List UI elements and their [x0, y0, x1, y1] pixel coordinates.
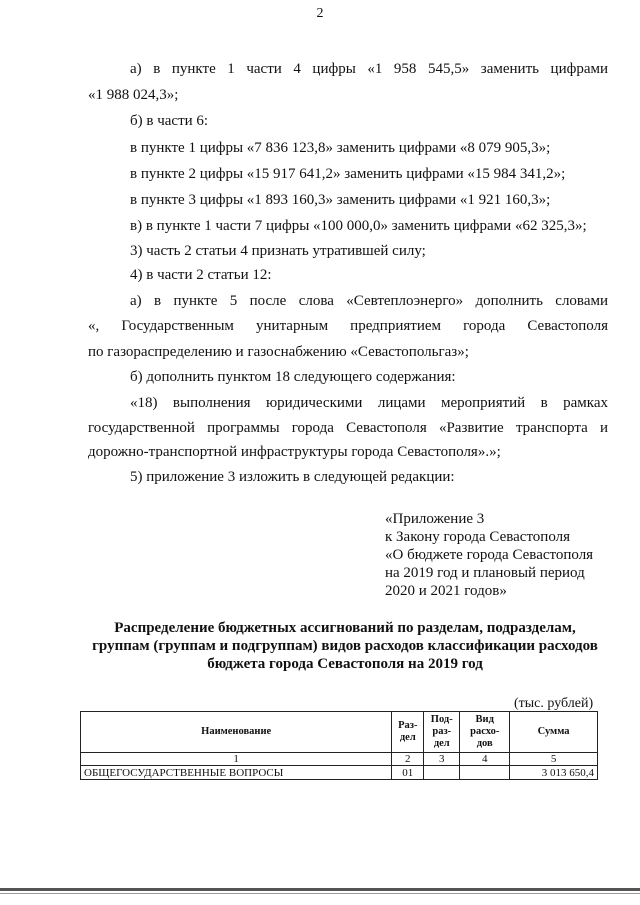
header-podrazdel: Под- раз- дел — [424, 712, 460, 753]
appendix-line: «О бюджете города Севастополя — [385, 547, 594, 563]
scan-edge — [0, 888, 640, 891]
appendix-line: 2020 и 2021 годов» — [385, 583, 507, 599]
appendix-reference — [385, 510, 593, 600]
header-summa: Сумма — [510, 712, 598, 753]
row-vid — [460, 766, 510, 780]
scan-edge — [0, 893, 640, 894]
column-number: 3 — [424, 753, 460, 766]
text-line: государственной программы города Севастополя «Развитие транспорта и — [88, 420, 608, 436]
text-line: «18) выполнения юридическими лицами мероприятий в рамках — [130, 395, 608, 411]
row-razdel: 01 — [392, 766, 424, 780]
row-sum: 3 013 650,4 — [510, 766, 598, 780]
text-line: по газораспределению и газоснабжению «Севастопольгаз»; — [88, 344, 469, 360]
row-name: ОБЩЕГОСУДАРСТВЕННЫЕ ВОПРОСЫ — [81, 766, 392, 780]
column-number: 4 — [460, 753, 510, 766]
appendix-line: к Закону города Севастополя — [385, 529, 571, 545]
text-line: в пункте 2 цифры «15 917 641,2» заменить цифрами «15 984 341,2»; — [130, 166, 566, 182]
heading-line: группам (группам и подгруппам) видов расходов классификации расходов — [92, 638, 598, 654]
text-line: в пункте 3 цифры «1 893 160,3» заменить цифрами «1 921 160,3»; — [130, 192, 551, 208]
heading-line: Распределение бюджетных ассигнований по разделам, подразделам, — [114, 620, 576, 636]
header-razdel: Раз- дел — [392, 712, 424, 753]
text-line: а) в пункте 1 части 4 цифры «1 958 545,5» заменить цифрами — [130, 61, 608, 77]
column-number: 2 — [392, 753, 424, 766]
page-number: 2 — [316, 6, 324, 21]
header-vid-raskhodov: Вид расхо- дов — [460, 712, 510, 753]
column-number-row — [81, 753, 598, 766]
header-name: Наименование — [81, 712, 392, 753]
section-heading — [80, 619, 610, 673]
table-row — [81, 766, 598, 780]
text-line: дорожно-транспортной инфраструктуры города Севастополя».»; — [88, 444, 501, 460]
heading-line: бюджета города Севастополя на 2019 год — [207, 656, 483, 672]
budget-table — [80, 711, 598, 780]
text-line: «, Государственным унитарным предприятием города Севастополя — [88, 318, 608, 334]
appendix-line: «Приложение 3 — [385, 511, 485, 527]
table-header-row — [81, 712, 598, 753]
text-line: «1 988 024,3»; — [88, 87, 179, 103]
text-line: б) дополнить пунктом 18 следующего содержания: — [130, 369, 456, 385]
column-number: 1 — [81, 753, 392, 766]
text-line: б) в части 6: — [130, 113, 209, 129]
text-line: в пункте 1 цифры «7 836 123,8» заменить цифрами «8 079 905,3»; — [130, 140, 551, 156]
text-line: а) в пункте 5 после слова «Севтеплоэнерго» дополнить словами — [130, 293, 608, 309]
column-number: 5 — [510, 753, 598, 766]
units-label: (тыс. рублей) — [514, 696, 594, 711]
text-line: в) в пункте 1 части 7 цифры «100 000,0» заменить цифрами «62 325,3»; — [130, 218, 587, 234]
text-line: 4) в части 2 статьи 12: — [130, 267, 272, 283]
text-line: 3) часть 2 статьи 4 признать утратившей силу; — [130, 243, 426, 259]
text-line: 5) приложение 3 изложить в следующей редакции: — [130, 469, 455, 485]
appendix-line: на 2019 год и плановый период — [385, 565, 585, 581]
row-podrazdel — [424, 766, 460, 780]
